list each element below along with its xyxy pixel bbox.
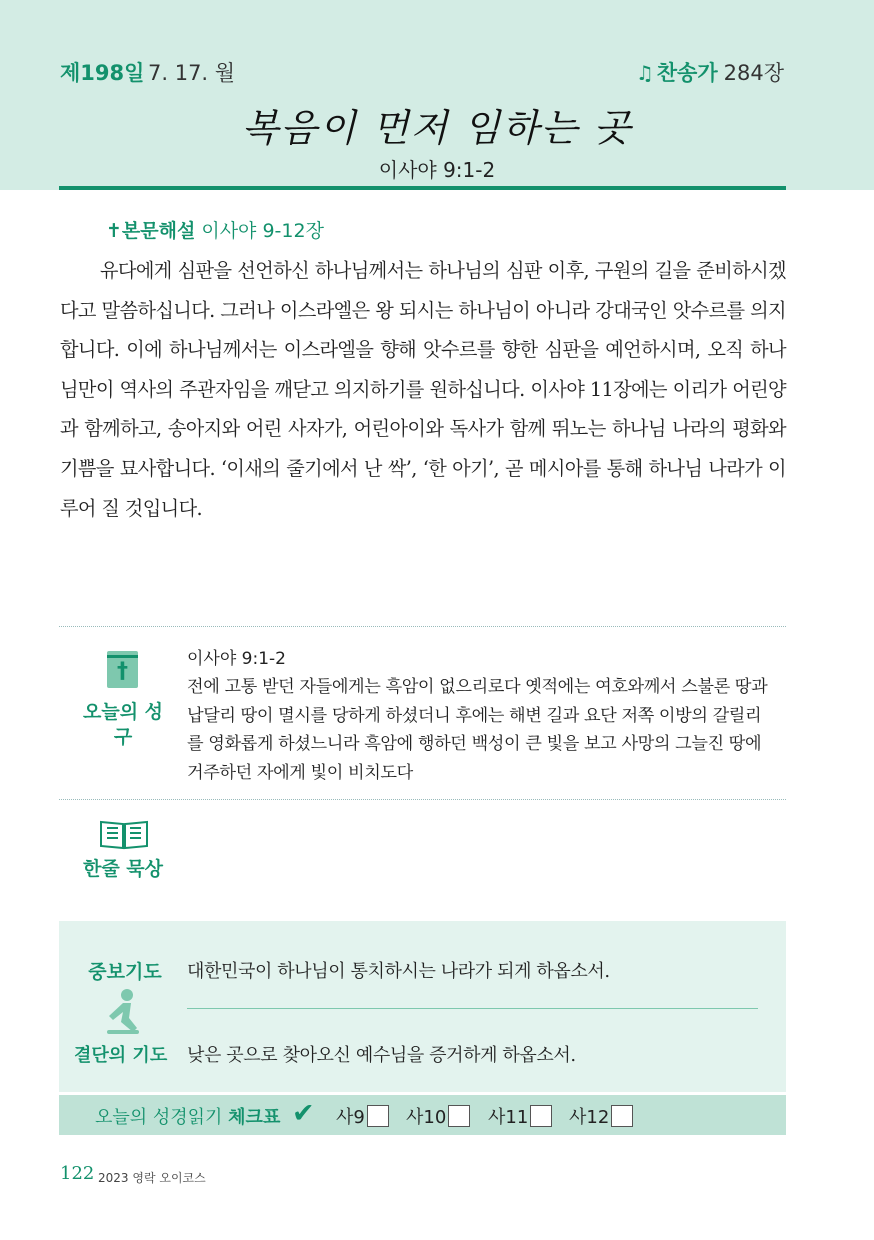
- dotted-divider: [59, 626, 786, 627]
- reading-check-item[interactable]: 사10: [406, 1103, 470, 1129]
- cross-icon: ✝: [106, 220, 122, 242]
- verse-reference: 이사야 9:1-2: [187, 649, 286, 669]
- explanation-body: 유다에게 심판을 선언하신 하나님께서는 하나님의 심판 이후, 구원의 길을 준비하시겠다고 말씀하십니다. 그러나 이스라엘은 왕 되시는 하나님이 아니라 강대국인 앗수르를 의지합니다. 이에 하나님께서는 이스라엘을 향해 앗수르를 향한 심판을 예언하시며, 오직 하나님만이 역사의 주관자임을 깨닫고 의지하기를 원하십니다. 이사야 11장에는 이리가 어린양과 함께하고, 송아지와 어린 사자가, 어린아이와 독사가 함께 뛰노는 하나님 나라의 평화와 기쁨을 묘사합니다. ‘이새의 줄기에서 난 싹’, ‘한 아기’, 곧 메시아를 통해 하나님 나라가 이루어 질 것입니다.: [60, 259, 786, 520]
- header-divider: [59, 186, 786, 190]
- reading-check-label: [95, 1103, 280, 1129]
- page-title: 복음이 먼저 임하는 곳: [241, 106, 633, 150]
- checkbox[interactable]: [611, 1105, 633, 1127]
- page-number: 122: [60, 1163, 95, 1184]
- verse-text: 전에 고통 받던 자들에게는 흑암이 없으리로다 옛적에는 여호와께서 스불론 땅과 납달리 땅이 멸시를 당하게 하셨더니 후에는 해변 길과 요단 저쪽 이방의 갈릴리를 영화롭게 하셨느니라 흑암에 행하던 백성이 큰 빛을 보고 사망의 그늘진 땅에 거주하던 자에게 빛이 비치도다: [187, 677, 768, 783]
- explanation-label: 본문해설: [121, 220, 196, 242]
- explanation-scope: 이사야 9-12장: [201, 220, 324, 242]
- resolution-label: 결단의 기도: [74, 1045, 168, 1066]
- hymn-number: 284장: [723, 61, 784, 85]
- dotted-divider: [59, 799, 786, 800]
- day-label: 제198일: [60, 61, 145, 85]
- hymn-info: [636, 57, 784, 87]
- reading-check-item[interactable]: 사9: [336, 1103, 389, 1129]
- reading-check-bold: 체크표: [228, 1107, 281, 1128]
- reading-check-item[interactable]: 사11: [488, 1103, 552, 1129]
- prayer-divider: [187, 1008, 758, 1009]
- meditation-label: 한줄 묵상: [82, 858, 164, 880]
- bible-icon: †: [107, 651, 138, 688]
- intercession-text: 대한민국이 하나님이 통치하시는 나라가 되게 하옵소서.: [187, 961, 610, 982]
- checkmark-icon: ✔: [292, 1098, 315, 1129]
- music-note-icon: ♫: [635, 61, 654, 85]
- publication-name: 2023 영락 오이코스: [98, 1171, 206, 1185]
- reading-check-item[interactable]: 사12: [569, 1103, 633, 1129]
- praying-person-icon: [103, 988, 143, 1036]
- open-book-icon: [99, 816, 149, 850]
- explanation-heading: [106, 216, 324, 243]
- resolution-text: 낮은 곳으로 찾아오신 예수님을 증거하게 하옵소서.: [187, 1045, 576, 1066]
- todays-verse-label: 오늘의 성구: [82, 701, 164, 748]
- scripture-reference: 이사야 9:1-2: [378, 158, 496, 182]
- reading-check-prefix: 오늘의 성경읽기: [95, 1107, 223, 1128]
- date-label: 7. 17. 월: [148, 61, 236, 85]
- checkbox[interactable]: [448, 1105, 470, 1127]
- checkbox[interactable]: [530, 1105, 552, 1127]
- hymn-label: 찬송가: [656, 61, 718, 85]
- intercession-label: 중보기도: [88, 961, 162, 983]
- checkbox[interactable]: [367, 1105, 389, 1127]
